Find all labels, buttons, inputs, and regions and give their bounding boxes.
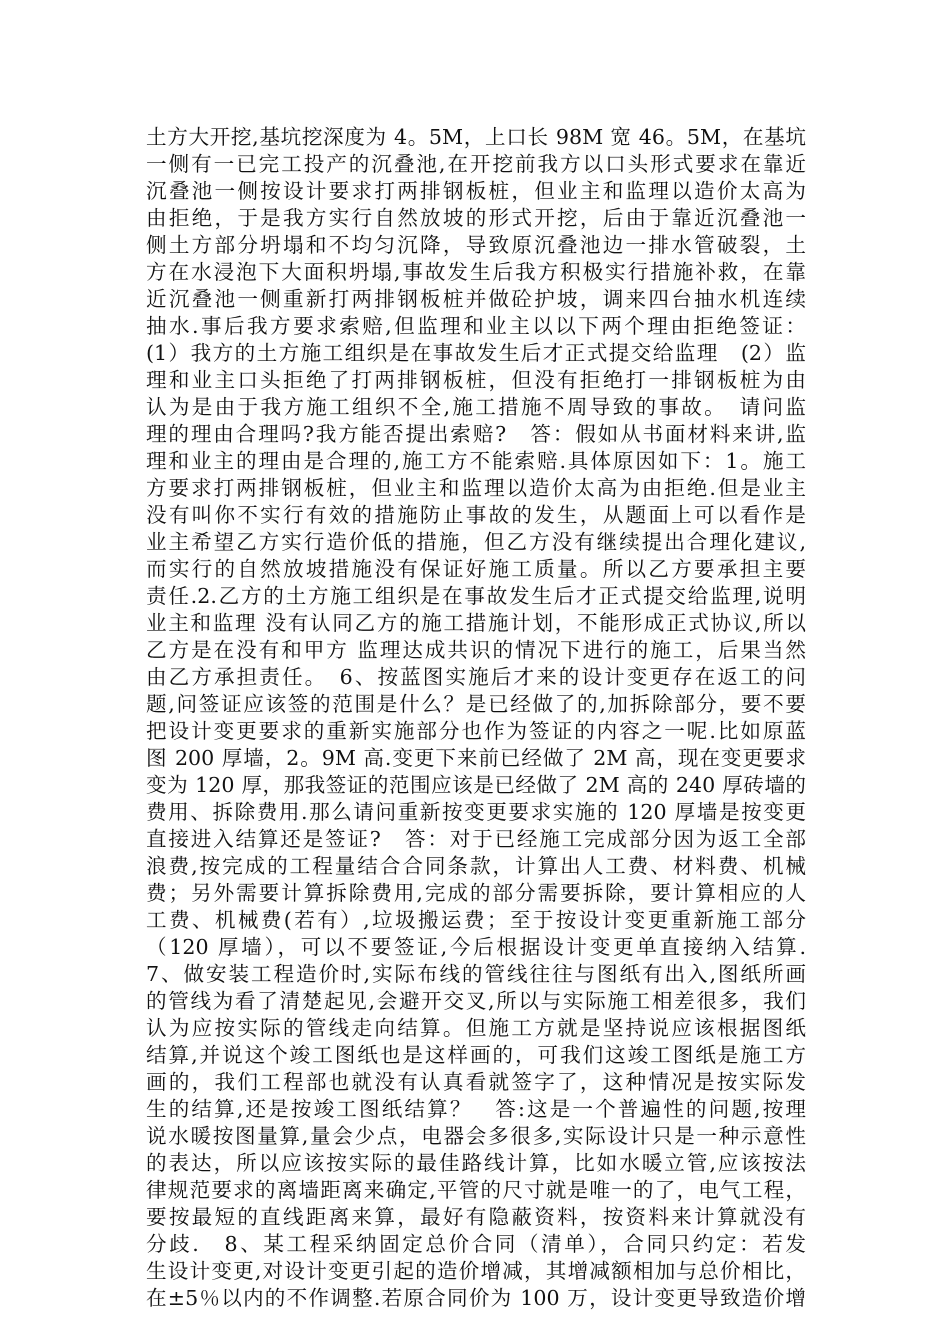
text-line: 直接进入结算还是签证? 答：对于已经施工完成部分因为返工全部 — [146, 827, 806, 851]
text-line: 浪费,按完成的工程量结合合同条款，计算出人工费、材料费、机械 — [146, 854, 806, 878]
text-line: 而实行的自然放坡措施没有保证好施工质量。所以乙方要承担主要 — [146, 557, 806, 581]
text-line: 业主希望乙方实行造价低的措施，但乙方没有继续提出合理化建议, — [146, 530, 806, 554]
text-line: (1）我方的土方施工组织是在事故发生后才正式提交给监理 (2）监 — [146, 341, 806, 365]
text-line: 费；另外需要计算拆除费用,完成的部分需要拆除，要计算相应的人 — [146, 881, 806, 905]
text-line: 要按最短的直线距离来算，最好有隐蔽资料，按资料来计算就没有 — [146, 1205, 806, 1229]
text-line: 侧土方部分坍塌和不均匀沉降，导致原沉叠池边一排水管破裂，土 — [146, 233, 806, 257]
text-line: 生的结算,还是按竣工图纸结算？ 答:这是一个普遍性的问题,按理 — [146, 1097, 806, 1121]
text-line: 的管线为看了清楚起见,会避开交叉,所以与实际施工相差很多，我们 — [146, 989, 806, 1013]
text-line: 沉叠池一侧按设计要求打两排钢板桩，但业主和监理以造价太高为 — [146, 179, 806, 203]
text-line: 律规范要求的离墙距离来确定,平管的尺寸就是唯一的了，电气工程， — [146, 1178, 806, 1202]
text-line: 说水暖按图量算,量会少点，电器会多很多,实际设计只是一种示意性 — [146, 1124, 806, 1148]
text-line: 近沉叠池一侧重新打两排钢板桩并做砼护坡，调来四台抽水机连续 — [146, 287, 806, 311]
text-line: 结算,并说这个竣工图纸也是这样画的，可我们这竣工图纸是施工方 — [146, 1043, 806, 1067]
text-line: 业主和监理 没有认同乙方的施工措施计划，不能形成正式协议,所以 — [146, 611, 806, 635]
text-line: 认为是由于我方施工组织不全,施工措施不周导致的事故。 请问监 — [146, 395, 806, 419]
text-line: 理的理由合理吗?我方能否提出索赔? 答：假如从书面材料来讲,监 — [146, 422, 806, 446]
text-line: 费用、拆除费用.那么请问重新按变更要求实施的 120 厚墙是按变更 — [146, 800, 806, 824]
text-line: 理和业主口头拒绝了打两排钢板桩，但没有拒绝打一排钢板桩为由 — [146, 368, 806, 392]
text-line: 方在水浸泡下大面积坍塌,事故发生后我方积极实行措施补救，在靠 — [146, 260, 806, 284]
text-line: 图 200 厚墙，2。9M 高.变更下来前已经做了 2M 高，现在变更要求 — [146, 746, 806, 770]
text-line: 没有叫你不实行有效的措施防止事故的发生，从题面上可以看作是 — [146, 503, 806, 527]
text-line: 题,问签证应该签的范围是什么？是已经做了的,加拆除部分，要不要 — [146, 692, 806, 716]
text-line: 土方大开挖,基坑挖深度为 4。5M，上口长 98M 宽 46。5M，在基坑 — [146, 125, 806, 149]
text-line: 由乙方承担责任。 6、按蓝图实施后才来的设计变更存在返工的问 — [146, 665, 806, 689]
text-line: 画的，我们工程部也就没有认真看就签字了，这种情况是按实际发 — [146, 1070, 806, 1094]
text-line: 认为应按实际的管线走向结算。但施工方就是坚持说应该根据图纸 — [146, 1016, 806, 1040]
text-line: 由拒绝，于是我方实行自然放坡的形式开挖，后由于靠近沉叠池一 — [146, 206, 806, 230]
text-line: 7、做安装工程造价时,实际布线的管线往往与图纸有出入,图纸所画 — [146, 962, 806, 986]
text-line: 变为 120 厚，那我签证的范围应该是已经做了 2M 高的 240 厚砖墙的 — [146, 773, 806, 797]
text-line: 的表达，所以应该按实际的最佳路线计算，比如水暖立管,应该按法 — [146, 1151, 806, 1175]
text-line: 方要求打两排钢板桩，但业主和监理以造价太高为由拒绝.但是业主 — [146, 476, 806, 500]
text-line: 工费、机械费(若有）,垃圾搬运费；至于按设计变更重新施工部分 — [146, 908, 806, 932]
text-line: 一侧有一已完工投产的沉叠池,在开挖前我方以口头形式要求在靠近 — [146, 152, 806, 176]
body-text — [146, 124, 806, 1312]
text-line: 责任.2.乙方的土方施工组织是在事故发生后才正式提交给监理,说明 — [146, 584, 806, 608]
text-line: （120 厚墙），可以不要签证,今后根据设计变更单直接纳入结算. — [146, 935, 806, 959]
text-line: 在±5％以内的不作调整.若原合同价为 100 万，设计变更导致造价增 — [146, 1286, 806, 1310]
text-line: 把设计变更要求的重新实施部分也作为签证的内容之一呢.比如原蓝 — [146, 719, 806, 743]
text-line: 生设计变更,对设计变更引起的造价增减，其增减额相加与总价相比， — [146, 1259, 806, 1283]
text-line: 分歧. 8、某工程采纳固定总价合同（清单），合同只约定：若发 — [146, 1232, 806, 1256]
text-line: 乙方是在没有和甲方 监理达成共识的情况下进行的施工，后果当然 — [146, 638, 806, 662]
text-line: 理和业主的理由是合理的,施工方不能索赔.具体原因如下：1。施工 — [146, 449, 806, 473]
text-line: 抽水.事后我方要求索赔,但监理和业主以以下两个理由拒绝签证： — [146, 314, 806, 338]
